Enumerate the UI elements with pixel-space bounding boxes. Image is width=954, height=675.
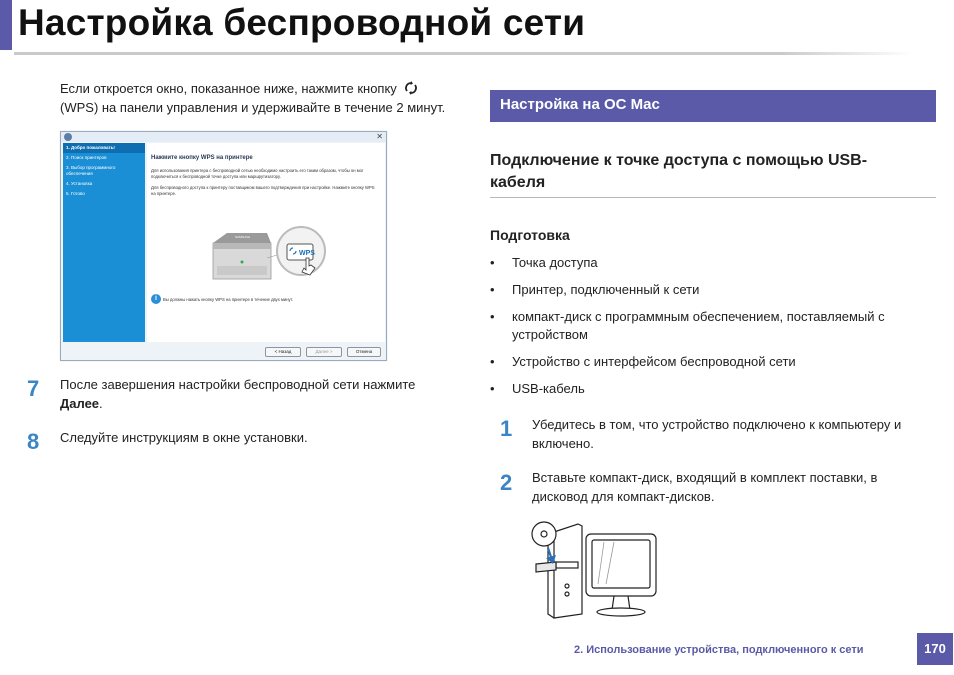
printer-icon <box>213 233 271 279</box>
list-item: • USB-кабель <box>490 380 930 398</box>
wps-button-label: WPS <box>299 250 315 257</box>
page-number: 170 <box>917 633 953 665</box>
back-button[interactable]: < Назад <box>265 347 301 357</box>
step-7-text-main: После завершения настройки беспроводной сети нажмите <box>60 377 416 392</box>
installer-button-bar <box>147 343 385 360</box>
step-8-text: Следуйте инструкциям в окне установки. <box>60 430 308 445</box>
next-button[interactable]: Далее > <box>306 347 342 357</box>
installer-sidebar <box>63 143 145 342</box>
list-item: • Точка доступа <box>490 254 930 272</box>
monitor-icon <box>586 534 656 616</box>
step-number-2: 2 <box>500 470 513 495</box>
list-item: • Устройство с интерфейсом беспроводной сети <box>490 353 930 371</box>
step-1-text: Убедитесь в том, что устройство подключено к компьютеру и включено. <box>532 417 902 451</box>
footer-chapter: 2. Использование устройства, подключенного к сети <box>574 644 864 656</box>
page-title: Настройка беспроводной сети <box>18 2 586 43</box>
step-7-tail: . <box>99 396 103 411</box>
window-titlebar <box>61 132 386 142</box>
sidebar-item-welcome: 1. Добро пожаловать! <box>63 143 145 153</box>
prep-title: Подготовка <box>490 227 570 243</box>
sidebar-item-install: 4. Установка <box>66 181 93 186</box>
intro-line2: (WPS) на панели управления и удерживайте в течение 2 минут. <box>60 100 446 115</box>
sidebar-item-software: 3. Выбор программного обеспечения <box>66 165 116 176</box>
header-accent-bar <box>0 0 12 50</box>
subheading: Подключение к точке доступа с помощью USB-кабеля <box>490 152 868 191</box>
installer-para2: Для беспроводного доступа к принтеру поставщиком вашего подтверждения при настройке. Нажмите кнопку WPS на принтере. <box>151 185 375 196</box>
printer-wps-illustration <box>205 208 345 293</box>
cd-insert-illustration <box>526 514 662 622</box>
installer-content <box>147 143 385 342</box>
close-icon[interactable]: ✕ <box>376 132 383 141</box>
installer-heading: Нажмите кнопку WPS на принтере <box>151 155 253 161</box>
step-7-bold: Далее <box>60 396 100 411</box>
cancel-button[interactable]: Отмена <box>347 347 381 357</box>
info-icon: i <box>151 294 161 304</box>
intro-text <box>60 79 480 117</box>
installer-note: Вы должны нажать кнопку WPS на принтере в течение двух минут. <box>163 297 294 302</box>
step-7-text <box>60 375 460 413</box>
sidebar-item-done: 5. Готово <box>66 191 85 196</box>
list-item: • Принтер, подключенный к сети <box>490 281 930 299</box>
section-title: Настройка на ОС Mac <box>500 96 660 113</box>
installer-para1: Для использования принтера с беспроводной сетью необходимо настроить его таким образом, чтобы он мог подключиться к беспроводной точке доступа или маршрутизатору. <box>151 168 364 179</box>
step-number-7: 7 <box>27 376 40 401</box>
prep-list <box>490 254 930 407</box>
step-number-1: 1 <box>500 416 513 441</box>
svg-text:SAMSUNG: SAMSUNG <box>235 235 251 239</box>
step-2-text: Вставьте компакт-диск, входящий в комплект поставки, в дисковод для компакт-дисков. <box>532 470 878 504</box>
app-icon <box>64 133 72 141</box>
cd-disc-icon <box>532 522 556 546</box>
title-divider <box>14 52 914 55</box>
sidebar-item-search: 2. Поиск принтеров <box>66 155 107 160</box>
subheading-divider <box>490 197 936 198</box>
list-item: • компакт-диск с программным обеспечением, поставляемый с устройством <box>490 308 930 344</box>
section-header-mac <box>490 90 936 122</box>
wps-icon <box>402 79 420 97</box>
intro-line1: Если откроется окно, показанное ниже, нажмите кнопку <box>60 81 397 96</box>
installer-window <box>60 131 387 361</box>
step-number-8: 8 <box>27 429 40 454</box>
